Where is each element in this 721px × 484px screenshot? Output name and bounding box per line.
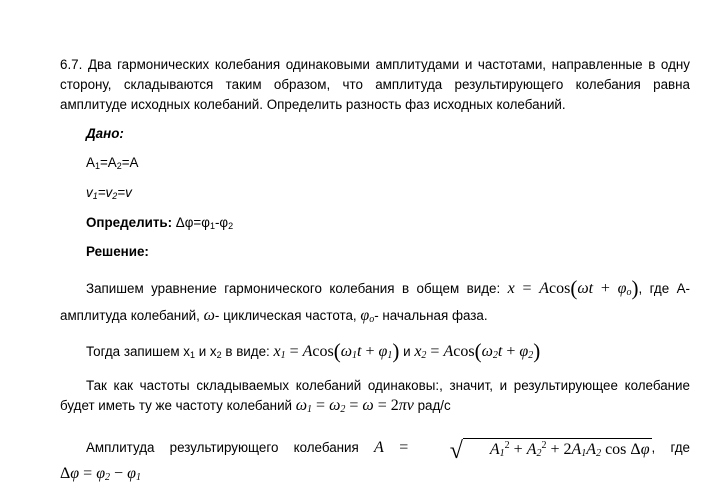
symbol-omega: ω	[203, 307, 215, 324]
formula-x1: $x_1 = Acos(\omega_1t + \varphi_1)$	[273, 339, 400, 363]
formula-resultant-amplitude: A = √ $A_1^2 + A_2^2 + 2A_1A_2$ cos Δφ	[373, 438, 650, 464]
given-heading: Дано:	[86, 126, 124, 141]
solution-paragraph-4: Амплитуда результирующего колебания A = √ $A_1^2 + A_2^2 + 2A_1A_2$ cos Δφ , где $\Delta\varphi = \varphi_2 - \varphi_1$	[60, 438, 690, 483]
symbol-phi-o: $\varphi_o$	[360, 307, 375, 325]
problem-statement	[60, 55, 690, 115]
formula-general-oscillation: $x = Acos(\omega t + \varphi_o)$	[507, 276, 639, 300]
find-line: Определить: $\Delta\varphi=\varphi_1-\varphi_2$	[86, 215, 234, 231]
solution-heading: Решение:	[86, 244, 149, 259]
solution-paragraph-1: Запишем уравнение гармонического колебания в общем виде: $x = Acos(\omega t + \varphi_o)$, где А-амплитуда колебаний, ω- циклическая частота, $\varphi_o-$ начальная фаза.	[60, 276, 690, 325]
solution-paragraph-3: Так как частоты складываемых колебаний одинаковы:, значит, и результирующее колебание будет иметь ту же частоту колебаний $\omega_1 = \omega_2 = \omega = 2\pi\nu$ рад/с	[60, 378, 690, 415]
problem-number: 6.7.	[60, 57, 83, 72]
formula-x2: $x_2 = Acos(\omega_2t + \varphi_2)$	[414, 339, 541, 363]
find-heading: Определить:	[86, 215, 173, 230]
given-amplitudes: $A_1=A_2=A$	[86, 155, 139, 171]
formula-phase-difference: $\Delta\varphi = \varphi_2 - \varphi_1$	[60, 465, 141, 483]
solution-paragraph-2: Тогда запишем $x_1$ и $x_2$ в виде: $x_1 = Acos(\omega_1t + \varphi_1)$ и $x_2 = Acos(\omega_2t + \varphi_2)$	[86, 339, 541, 363]
problem-text: Два гармонических колебания одинаковыми амплитудами и частотами, направленные в одну сторону, складываются таким образом, что амплитуда результирующего колебания равна амплитуде исходных колебаний. Определить разность фаз исходных колебаний.	[60, 57, 690, 112]
given-frequencies: $v_1=v_2=v$	[86, 185, 132, 201]
formula-equal-frequencies: $\omega_1 = \omega_2 = \omega = 2\pi\nu$	[295, 397, 414, 415]
